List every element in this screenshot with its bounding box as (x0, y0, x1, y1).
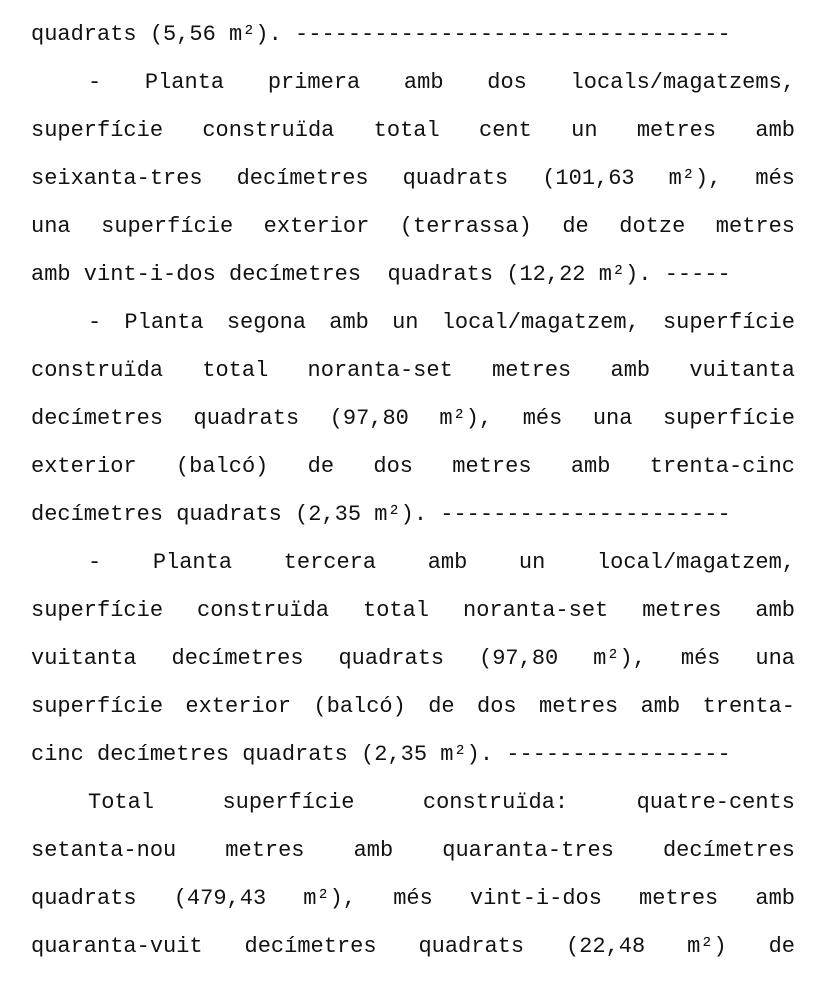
text-line: superfície construïda total cent un metres amb (31, 118, 795, 143)
text-line: construïda total noranta-set metres amb vuitanta (31, 358, 795, 383)
text-line: decímetres quadrats (97,80 m²), més una superfície (31, 406, 795, 431)
document-page (31, 11, 795, 971)
text-line: amb vint-i-dos decímetres quadrats (12,22 m²). ----- (31, 262, 731, 287)
text-line: setanta-nou metres amb quaranta-tres decímetres (31, 838, 795, 863)
text-line: una superfície exterior (terrassa) de dotze metres (31, 214, 795, 239)
text-line: cinc decímetres quadrats (2,35 m²). ----------------- (31, 742, 731, 767)
text-line: quadrats (479,43 m²), més vint-i-dos metres amb (31, 886, 795, 911)
text-line: vuitanta decímetres quadrats (97,80 m²), més una (31, 646, 795, 671)
text-line: seixanta-tres decímetres quadrats (101,63 m²), més (31, 166, 795, 191)
text-line: Total superfície construïda: quatre-cents (88, 790, 795, 815)
text-line: superfície construïda total noranta-set metres amb (31, 598, 795, 623)
text-line: quadrats (5,56 m²). --------------------------------- (31, 22, 731, 47)
text-line: - Planta tercera amb un local/magatzem, (88, 550, 795, 575)
text-line: exterior (balcó) de dos metres amb trenta-cinc (31, 454, 795, 479)
text-line: superfície exterior (balcó) de dos metres amb trenta- (31, 694, 795, 719)
text-line: quaranta-vuit decímetres quadrats (22,48 m²) de (31, 934, 795, 959)
text-line: - Planta segona amb un local/magatzem, superfície (88, 310, 795, 335)
text-line: decímetres quadrats (2,35 m²). ---------------------- (31, 502, 731, 527)
text-line: - Planta primera amb dos locals/magatzems, (88, 70, 795, 95)
